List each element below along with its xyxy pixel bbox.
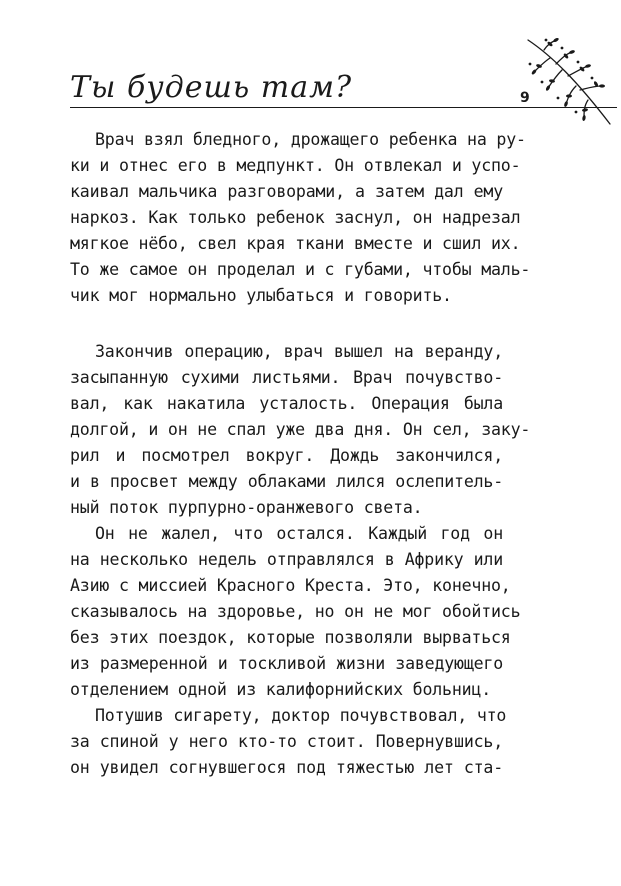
text-line: ный поток пурпурно-оранжевого света. <box>70 498 423 517</box>
text-line: засыпанную сухими листьями. Врач почувство- <box>70 368 503 387</box>
text-line: Потушив сигарету, доктор почувствовал, что <box>95 706 507 725</box>
paragraph <box>70 127 531 309</box>
running-title: Ты будешь там? <box>70 70 353 105</box>
page-number: 9 <box>520 90 530 106</box>
paragraph <box>70 703 507 781</box>
text-line: рил и посмотрел вокруг. Дождь закончился, <box>70 446 503 465</box>
text-line: наркоз. Как только ребенок заснул, он надрезал <box>70 208 521 227</box>
text-line: из размеренной и тоскливой жизни заведующего <box>70 654 503 673</box>
text-line: мягкое нёбо, свел края ткани вместе и сшил их. <box>70 234 521 253</box>
paragraph <box>70 339 531 521</box>
page-header <box>0 0 621 130</box>
text-line: Врач взял бледного, дрожащего ребенка на ру- <box>95 130 526 149</box>
text-line: Азию с миссией Красного Креста. Это, конечно, <box>70 576 511 595</box>
text-line: ки и отнес его в медпункт. Он отвлекал и успо- <box>70 156 521 175</box>
text-line: чик мог нормально улыбаться и говорить. <box>70 286 452 305</box>
text-line: отделением одной из калифорнийских больниц. <box>70 680 491 699</box>
text-line: Закончив операцию, врач вышел на веранду, <box>95 342 503 361</box>
text-line: и в просвет между облаками лился ослепитель- <box>70 472 503 491</box>
text-line: вал, как накатила усталость. Операция была <box>70 394 503 413</box>
text-line: за спиной у него кто-то стоит. Повернувшись, <box>70 732 503 751</box>
text-line: долгой, и он не спал уже два дня. Он сел, заку- <box>70 420 531 439</box>
text-line: То же самое он проделал и с губами, чтобы маль- <box>70 260 531 279</box>
text-line: без этих поездок, которые позволяли вырваться <box>70 628 511 647</box>
text-line: каивал мальчика разговорами, а затем дал ему <box>70 182 503 201</box>
text-line: Он не жалел, что остался. Каждый год он <box>95 524 503 543</box>
paragraph-gap <box>70 309 503 339</box>
text-line: на несколько недель отправлялся в Африку или <box>70 550 503 569</box>
body-text <box>70 127 531 781</box>
text-line: он увидел согнувшегося под тяжестью лет ста- <box>70 758 503 777</box>
text-line: сказывалось на здоровье, но он не мог обойтись <box>70 602 521 621</box>
floral-branch-icon <box>522 36 614 128</box>
paragraph <box>70 521 521 703</box>
